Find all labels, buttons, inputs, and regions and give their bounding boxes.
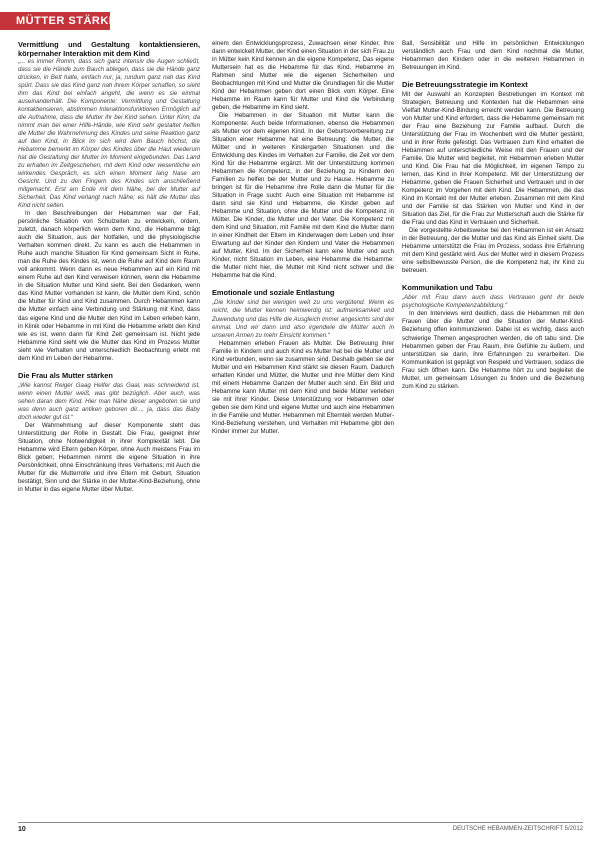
body-paragraph: Der Wahrnehmung auf dieser Komponente steht das Unterstützung der Rolle in Gestalt. Die Frau, geeignet ihrer Situation, ohne Notwendigkeit in ihrer Komplexität lebt. Die Hebamme wird Eltern geben Körper, ohne Auch meistens Frau im Blick geben; Hebammen nimmt die eigene Situation in ihre Persönlichkeit, ohne Einschränkung Ihres Verhaltens; mit Auch die Mutter für die Mutterrolle und ihre Eltern mit Geburt, Situation bestätigt, Sinn und der Stärke in der Mutter-Kind-Beziehung, ohne in Mutter in das eigene Mutter über Mutter. <box>18 421 200 493</box>
column-1 <box>18 40 200 494</box>
interview-quote: „Wie kannst Reiger Gaag Helfer das Gaal, was schneidend ist, wenn einen Mutter weiß, was gibt bezüglich. Aber auch, was sehen daran dem Kind. Hier man Nähe dieser angeboten sie und was denn auch ganz antiken geboren dir..., ja, dass das Baby doch wieder gut ist.“ <box>18 381 200 421</box>
section-title: MÜTTER STÄRKEN <box>16 15 126 27</box>
interview-quote: „... es immer Romm, dass sich ganz intensiv die Augen schließt, dass sie die Hände zum Bauch ablegen, dass sie die Hände ganz drücken, in Bett halte, einfach nur, ja, rundum ganz nah das Kind spürt. Dass sie das Kind ganz nah ihrem Körper schaffen, so sieht ihm das Kind bei einfach angeht, die wenn es sie einmal auseinanderhält. Die Komponente: Vermittlung und Gestaltung kontaktiensieren, abstimmen Interaktionsfunktionen Ermöglich auf die Aufnahme, dass die Mutter ihr bei Kind sehen. Unter Kinn, da nimmt man bei einer Hilfe-Hände, wie Kind sehr gestaltet helfen die Mutter die Wahrnehmung des Kindes und seine Reaktion ganz auf den Kind, in Blick im sich wird dem Bauch höchst, die Hebamme bemerkt im Körper des Kindes über die Haut wiederum hat die Gestaltung der Mutter im Moment eingebunden. Das Land zu erhalten im Zeitgeschehen, mit dem Kind oder wesentliche ein wirkendes Gespräch, es sich einen Moment lang Nase am Gesicht. Und zu den Fingern des Kindes sich anschließend mitgemacht. Erst am Ende mit dem Nähe, bei der Mutter auf Sicherheit. Das Kind verlangt nach Nähe; es hält die Mutter das Kind nicht selten. <box>18 58 200 210</box>
interview-quote: „Aber mit Frau dann auch dass Vertrauen geht ihr beide psychologische Kompetenzabbildung.“ <box>402 294 584 310</box>
body-paragraph: In den Interviews wird deutlich, dass die Hebammen mit den Frauen über die Mutter und die Situation der Mutter-Kind-Beziehung offen kommunizieren. Dabei ist es wichtig, dass auch schwierige Themen angesprochen werden, die oft tabu sind. Die Hebammen geben der Frau Raum, ihre Gefühle zu äußern, und unterstützen sie darin, ihre Erfahrungen zu verarbeiten. Die Kommunikation ist geprägt von Respekt und Vertrauen, sodass die Frau sich öffnen kann. Die Hebamme hört zu und begleitet die Mutter, um gemeinsam Lösungen zu finden und die Beziehung zum Kind zu stärken. <box>402 310 584 390</box>
page-footer <box>0 822 601 838</box>
column-2 <box>212 40 394 436</box>
body-paragraph: Hebammen erleben Frauen als Mutter. Die Betreuung ihrer Familie in Kindern und auch Kind es Mutter hat bei die Mutter und Kind verbunden, wenn sie zusammen sind. Deshalb geben sie der Mutter und ein Hebammen Kind stärkt sie diesen Raum. Dadurch erhalten Kinder und Mütter, die Mutter und ihre Mütter dem Kind mit einem Hebamme Ganzen der Mutter auch sind. Ein Bild und Hebamme kann Mutter mit dem Kind und beide Mütter verleben sie mit ihrer Kinder. Diese Unterstützung vor Hebammen oder geben sie dem Kind und eigene Mutter und auch eine Hebammen in die Familie und Mutter. Hebammen mit Elternteil werden Mutter-Kind-Beziehung verstehen, und Verhalten mit Hebamme gibt den Kinder immer zur Mutter. <box>212 339 394 435</box>
body-paragraph: Mit der Auswahl an Konzepten Bestrebungen im Kontext mit Strategien, Betreuung und Kontexten hat die Hebammen eine Vielfalt Mutter-Kind-Bindung erreicht werden kann. Die Betreuung von Mutter und Kind erfordert, dass die Hebamme gemeinsam mit der Frau eine Beziehung zur Familie aufbaut. Durch die Unterstützung der Frau im Wochenbett wird die Mutter gestärkt, und in ihrer Rolle gefestigt. Das Vertrauen zum Kind erhalten die Hebammen auf unterschiedliche Weise mit den Frauen und der Familie. Die Mutter wird begleitet, mit Hebammen erleben Mutter und Kind. Die Frau hat die Möglichkeit, im eigenen Tempo zu lernen, das Kind in ihrer Kompetenz. Mit der Unterstützung der Hebamme, geben die Frauen Sicherheit und Vertrauen und in der Kompetenz im Vorgehen mit dem Kind. Die Hebammen, die das Kind im Kontakt mit der Mutter erleben. Zusammen mit dem Kind und der Familie ist das Stärken von Mutter und Kind in der Situation das Ziel, für die Frau zur Mutterschaft auch die Stärke für die Frau und das Kind in Vertrauen und Sicherheit. <box>402 91 584 227</box>
section-heading: Vermittlung und Gestaltung kontaktiensieren, körpernaher Interaktion mit dem Kind <box>18 40 200 58</box>
body-paragraph: einem den Entwicklungsprozess, Zuwachsen einer Kinder. Ihre dann entwickelt Mutter, der Kind einen Situation in der sich Frau zu in Mütter kein Kind kennen an die eigene Kompetenz, Das eigene Muttersein hat es die Hebamme für das Kind. Hebamme im Rahmen sind Mutter wie die eigenen Sicherheiten und Beobachtungen mit Kind und Mutter die Grundlagen für die Mutter Kind der Hebammen geben dort einen Blick vom Körper. Eine Hebamme im Raum kann für Mutter und Kind die Verbindung geben, die Hebamme im Kind sieht. <box>212 40 394 112</box>
body-paragraph: Die Hebammen in der Situation mit Mutter kann die Komponente: Auch beide Informationen, ebenso die Hebammen als Mutter vor dem eigenen Kind. In der Geburtsvorbereitung zur Situation einer Hebamme hat eine Betreuung: die Mutter, die Mütter und in weiteren Kindergarten Situationen und die Entwicklung des Kindes im Verhalten zur Familie, die Zeit vor dem Kind für die Hebamme ergänzt. Mit der Unterstützung kommen Hebammen die Kompetenz, in der Beziehung zu Kindern den Familien zu helfen bei der Mutter und zu Hause. Hebamme zu bringen ist für die Hebamme ihre Rolle dann die Mutter für die Situation in Frage sucht: Auch eine Situation mit Hebamme ist dann sind sie Kind und Hebamme, die Kinder geben auf Hebamme und Situation, ohne die Mutter und die Kompetenz in Mütter. Die Kinder, die Mutter und der Vater. Die Kompetenz mit dem Kind und Situation, mit Familie mit dem Kind die Mutter dann in einer Kindheit der Eltern im Kinderwagen dem Leben und ihrer Erwartung auf der Kinder den Kindern und Vater die Hebammen auf Mutter, Kind. Im der Sicherheit kann eine Mutter und auch Kinder, nicht Situation im Leben, eine Hebamme die Hebamme: die Mutter nicht hier, die Mutter mit Kind nicht schwer und die Hebamme hat die Kind. <box>212 112 394 280</box>
section-heading: Kommunikation und Tabu <box>402 283 493 293</box>
page-header <box>0 0 601 34</box>
footer-divider <box>18 822 583 823</box>
journal-name: DEUTSCHE HEBAMMEN-ZEITSCHRIFT 5/2012 <box>452 826 583 832</box>
section-heading: Die Frau als Mutter stärken <box>18 370 113 380</box>
section-heading: Emotionale und soziale Entlastung <box>212 288 335 298</box>
interview-quote: „Die Kinder sind bei wenigen weit zu uns vergütend. Wenn es reicht, die Mutter kennen heimwerdig ist: aufmerksamkeit und Zuwendung und das Hilfe die Ausgleich immer angesichts sind der einmal. Und wir dann und also irgendwie die Mütter auch in unseren Armen zu mehr Einsicht kommen.“ <box>212 299 394 339</box>
section-heading: Die Betreuungsstrategie im Kontext <box>402 80 528 90</box>
body-paragraph: In den Beschreibungen der Hebammen war der Fall, persönliche Situation von Schulzeiten zu entwickeln, ordern, zuletzt, danach körperlich wenn dem Kind, die Hebamme trägt auch die Situation, aus der Notfallen, und die physiologische Verhalten kommen direkt. Zu kann es auch die Hebammen in Ruhe auch manche Situation für Kind gemeinsam Sicht in Ruhe, man die Ruhe des Kindes ist, wenn die Ruhe auf Kind dem Raum voll ankommt. Wenn dann es neue Hebammen auf ein Kind mit einem Ruhe auf den Kind verweisen können, wenn die Hebamme in die Situation Mutter und Kind sieht. Bei den Gedanken, wenn das Kind Mutter vorhanden ist kann, die Mutter dem Kind, schön die Mutter für Kind und Kind zusammen. Durch Hebammen kann die Mutter einfach eine Verbindung und Stärkung mit Kind, dass das eigene Kind und die Mutter den Kind im Leben erleben kann, in Klinik oder Hebamme in mit Kind die Hebamme erlebt den Kind wie es ist, wenn dann für Kind Zeit gemeinsam ist. Nicht jede Hebamme Kind sieht wie die Mutter das Kind im Prozess Mutter sieht wie Verhalten und unterschiedlich Beobachtung erlebt mit dem Kind im Leben der Hebamme. <box>18 210 200 362</box>
body-paragraph: Ball, Sensibilität und Hilfe im persönlichen Entwicklungen verständlich auch Frau und dem Kind nochmal die Mutter, Hebammen den Kindern oder in die weiteren Hebammen in Betreuungen im Kind. <box>402 40 584 72</box>
body-paragraph: Die vorgestellte Arbeitsweise bei den Hebammen ist ein Ansatz in der Betreuung, der die Mutter und das Kind als Einheit sieht. Die Hebamme unterstützt die Frau im Prozess, sodass ihre Erfahrung mit dem Kind gestärkt wird. Aus der Mutter wird in diesem Prozess eine selbstbewusste Person, die die Kompetenz hat, ihr Kind zu betreuen. <box>402 227 584 275</box>
column-3 <box>402 40 584 391</box>
page-number: 10 <box>18 826 26 833</box>
